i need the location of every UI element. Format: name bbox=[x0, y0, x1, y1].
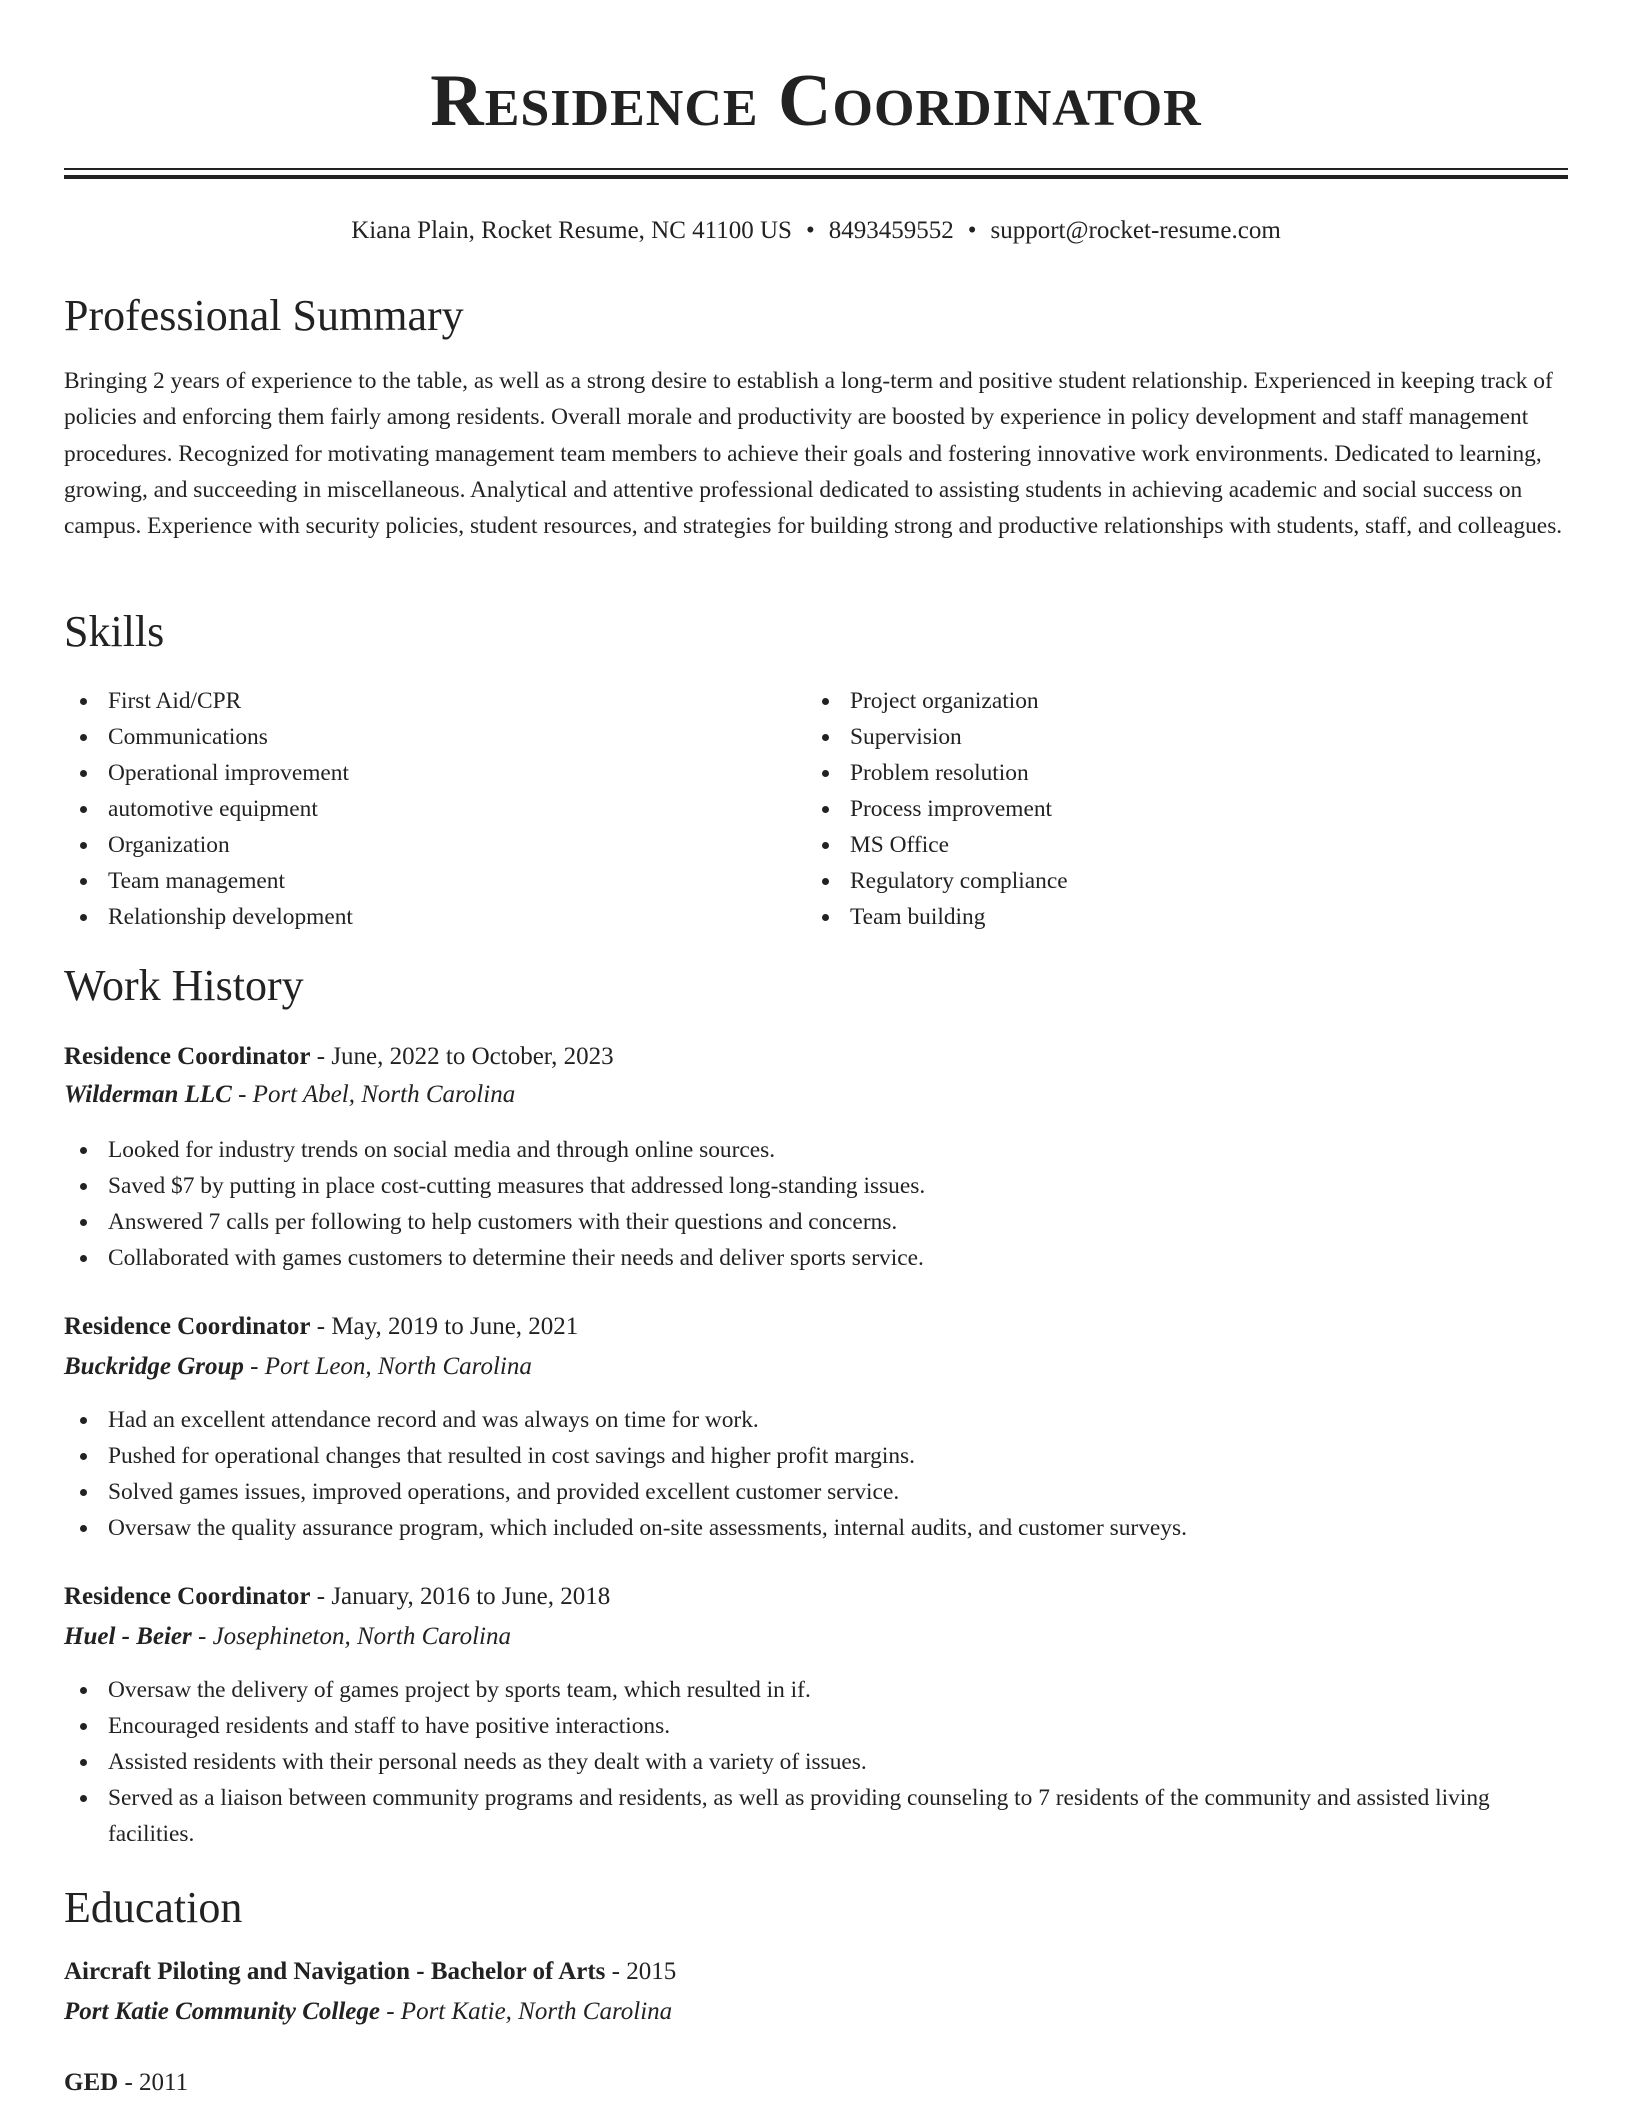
job-title-line bbox=[64, 1580, 610, 1614]
job-duty: Encouraged residents and staff to have positive interactions. bbox=[64, 1708, 1574, 1744]
job-duties-list bbox=[64, 1672, 1574, 1852]
skill-item: Communications bbox=[64, 719, 764, 755]
resume-title: Residence Coordinator bbox=[430, 60, 1202, 142]
job-title: Residence Coordinator bbox=[64, 1583, 311, 1610]
job-title: Residence Coordinator bbox=[64, 1313, 311, 1340]
job-dates: - May, 2019 to June, 2021 bbox=[310, 1313, 579, 1340]
job-location: - Port Abel, North Carolina bbox=[231, 1081, 516, 1108]
education-degree: Aircraft Piloting and Navigation - Bachelor of Arts bbox=[64, 1958, 606, 1985]
skill-item: Team building bbox=[806, 899, 1506, 935]
job-location: - Port Leon, North Carolina bbox=[243, 1353, 532, 1380]
summary-heading: Professional Summary bbox=[64, 291, 464, 340]
job-dates: - June, 2022 to October, 2023 bbox=[310, 1043, 614, 1070]
job-company-line bbox=[64, 1078, 515, 1112]
job-company: Huel - Beier bbox=[64, 1623, 192, 1650]
education-degree-line bbox=[64, 2066, 188, 2100]
education-year: - 2015 bbox=[605, 1958, 677, 1985]
job-company: Wilderman LLC bbox=[64, 1081, 232, 1108]
education-school-line bbox=[64, 1995, 672, 2029]
job-title-line bbox=[64, 1040, 614, 1074]
job-dates: - January, 2016 to June, 2018 bbox=[310, 1583, 611, 1610]
job-duty: Oversaw the delivery of games project by sports team, which resulted in if. bbox=[64, 1672, 1574, 1708]
job-duty: Solved games issues, improved operations, and provided excellent customer service. bbox=[64, 1474, 1574, 1510]
job-title: Residence Coordinator bbox=[64, 1043, 311, 1070]
job-duty: Served as a liaison between community programs and residents, as well as providing counseling to 7 residents of the community and assisted living facilities. bbox=[64, 1780, 1574, 1852]
skill-item: Team management bbox=[64, 863, 764, 899]
title-divider-thin bbox=[64, 168, 1568, 170]
job-duty: Had an excellent attendance record and was always on time for work. bbox=[64, 1402, 1574, 1438]
job-duty: Pushed for operational changes that resulted in cost savings and higher profit margins. bbox=[64, 1438, 1574, 1474]
education-school: Port Katie Community College bbox=[64, 1998, 380, 2025]
contact-email: support@rocket-resume.com bbox=[990, 217, 1281, 244]
job-company-line bbox=[64, 1620, 511, 1654]
skill-item: MS Office bbox=[806, 827, 1506, 863]
skill-item: Regulatory compliance bbox=[806, 863, 1506, 899]
job-duty: Answered 7 calls per following to help customers with their questions and concerns. bbox=[64, 1204, 1574, 1240]
skill-item: Process improvement bbox=[806, 791, 1506, 827]
contact-separator: • bbox=[805, 217, 815, 244]
contact-address: Kiana Plain, Rocket Resume, NC 41100 US bbox=[351, 217, 792, 244]
job-duty: Looked for industry trends on social media and through online sources. bbox=[64, 1132, 1574, 1168]
skill-item: automotive equipment bbox=[64, 791, 764, 827]
education-heading: Education bbox=[64, 1883, 243, 1932]
skills-heading: Skills bbox=[64, 607, 165, 656]
summary-text: Bringing 2 years of experience to the table, as well as a strong desire to establish a long-term and positive student relationship. Experienced in keeping track of policies and enforcing them fairly among residents. Overall morale and productivity are boosted by experience in policy development and staff management procedures. Recognized for motivating management team members to achieve their goals and fostering innovative work environments. Dedicated to learning, growing, and succeeding in miscellaneous. Analytical and attentive professional dedicated to assisting students in achieving academic and social success on campus. Experience with security policies, student resources, and strategies for building strong and productive relationships with students, staff, and colleagues. bbox=[64, 368, 1563, 540]
job-title-line bbox=[64, 1310, 578, 1344]
skill-item: Project organization bbox=[806, 683, 1506, 719]
job-duties-list bbox=[64, 1402, 1574, 1546]
job-location: - Josephineton, North Carolina bbox=[191, 1623, 511, 1650]
skill-item: Supervision bbox=[806, 719, 1506, 755]
title-divider-thick bbox=[64, 175, 1568, 179]
job-duty: Oversaw the quality assurance program, which included on-site assessments, internal audits, and customer surveys. bbox=[64, 1510, 1574, 1546]
work-heading: Work History bbox=[64, 961, 304, 1010]
education-year: - 2011 bbox=[118, 2069, 189, 2096]
job-duties-list bbox=[64, 1132, 1574, 1276]
skill-item: Problem resolution bbox=[806, 755, 1506, 791]
contact-phone: 8493459552 bbox=[828, 217, 954, 244]
skill-item: Operational improvement bbox=[64, 755, 764, 791]
education-degree-line bbox=[64, 1955, 676, 1989]
education-location: - Port Katie, North Carolina bbox=[379, 1998, 673, 2025]
job-duty: Assisted residents with their personal needs as they dealt with a variety of issues. bbox=[64, 1744, 1574, 1780]
job-company-line bbox=[64, 1350, 532, 1384]
job-duty: Collaborated with games customers to determine their needs and deliver sports service. bbox=[64, 1240, 1574, 1276]
skill-item: Relationship development bbox=[64, 899, 764, 935]
contact-separator: • bbox=[967, 217, 977, 244]
education-degree: GED bbox=[64, 2069, 119, 2096]
job-company: Buckridge Group bbox=[64, 1353, 244, 1380]
contact-line bbox=[0, 214, 1632, 248]
skills-list-right bbox=[806, 683, 1506, 935]
skill-item: First Aid/CPR bbox=[64, 683, 764, 719]
skill-item: Organization bbox=[64, 827, 764, 863]
job-duty: Saved $7 by putting in place cost-cutting measures that addressed long-standing issues. bbox=[64, 1168, 1574, 1204]
skills-list-left bbox=[64, 683, 764, 935]
